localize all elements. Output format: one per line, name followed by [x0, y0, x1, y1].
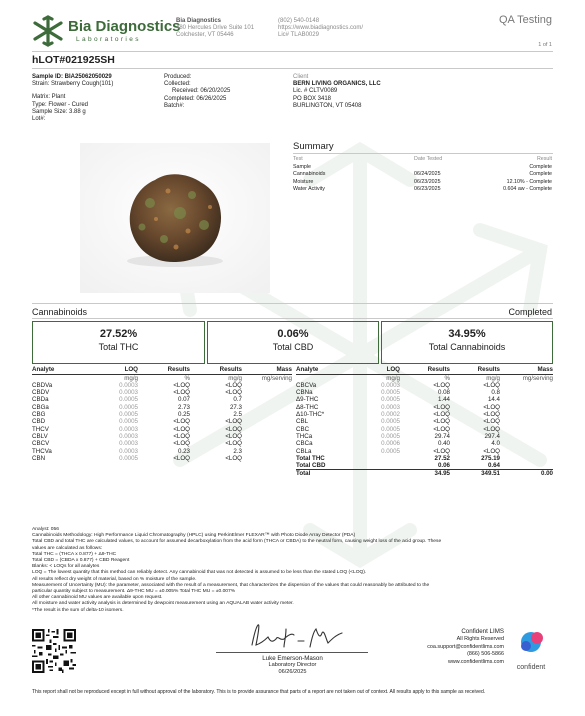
result-percent: <LOQ: [433, 425, 450, 433]
sample-matrix: Matrix: Plant: [32, 94, 66, 101]
loq: mg/g: [124, 374, 138, 382]
result-mg-g: 349.51: [450, 470, 500, 478]
summary-header-result: Result: [536, 156, 552, 162]
total-cbd-label: Total CBD: [272, 342, 314, 352]
analyte: THCV: [32, 425, 49, 433]
analyte: THCVa: [32, 447, 52, 455]
loq: 0.0003: [119, 381, 138, 389]
analyte: CBG: [32, 411, 46, 419]
table-row: [296, 440, 553, 447]
result-percent: %: [184, 374, 190, 382]
mass-serving: [500, 433, 553, 440]
mass-serving: [242, 440, 292, 447]
result-percent: <LOQ: [433, 403, 450, 411]
lab-address: [176, 18, 276, 40]
note-line: LOQ = The lowest quantity that this method can reliably detect. Any cannabinoid that was not detected is assumed to be less than the stated LOQ (<LOQ).: [32, 570, 367, 576]
analyte: Total THC: [296, 454, 325, 462]
result-mg-g: <LOQ: [225, 389, 242, 397]
result-percent: Results: [138, 366, 190, 374]
table-row: [32, 418, 292, 425]
result-percent: <LOQ: [173, 440, 190, 448]
lab-phone: (802) 540-0148: [278, 18, 320, 24]
result-mg-g: mg/g: [228, 374, 242, 382]
result-mg-g: <LOQ: [225, 432, 242, 440]
result-mg-g: <LOQ: [225, 418, 242, 426]
loq: 0.0005: [119, 403, 138, 411]
result-mg-g: 27.3: [229, 403, 242, 411]
result-mg-g: Results: [450, 366, 500, 374]
result-mg-g: 14.4: [487, 396, 500, 404]
loq: 0.0003: [119, 389, 138, 397]
result-mg-g: <LOQ: [483, 411, 500, 419]
result-percent: <LOQ: [433, 447, 450, 455]
loq: 0.0005: [381, 447, 400, 455]
loq: [346, 462, 400, 470]
lab-name: Bia Diagnostics: [176, 18, 222, 24]
total-cbd-value: 0.06%: [277, 328, 309, 340]
result-percent: %: [444, 374, 450, 382]
client-city: BURLINGTON, VT 05408: [293, 102, 362, 109]
lims-info: [380, 628, 504, 667]
mass-serving: mg/serving: [261, 374, 292, 382]
total-cannabinoids-label: Total Cannabinoids: [428, 342, 506, 352]
signature-line: [216, 652, 368, 653]
document-title: QA Testing: [499, 14, 552, 26]
batch-number: Batch#:: [164, 102, 185, 109]
table-row: [32, 396, 292, 403]
mass-serving: [500, 440, 553, 447]
analyte: [32, 374, 80, 382]
analyte: CBD: [32, 418, 46, 426]
logo-name: Bia Diagnostics: [68, 18, 181, 35]
table-row: [296, 418, 553, 425]
lims-rights: All Rights Reserved: [456, 635, 504, 642]
note-line: All other cannabinoid MU values are available upon request.: [32, 595, 163, 601]
analyte: [296, 374, 346, 382]
lims-name: Confident LIMS: [461, 628, 504, 635]
sample-id: Sample ID: BIA25062050029: [32, 74, 112, 80]
analyte: CBCa: [296, 440, 313, 448]
sample-strain: Strain: Strawberry Cough(101): [32, 81, 114, 88]
table-row: [32, 404, 292, 411]
analyte: CBLa: [296, 447, 312, 455]
summary-date: [414, 164, 476, 172]
result-mg-g: <LOQ: [483, 381, 500, 389]
table-header-row: [296, 366, 553, 374]
result-percent: <LOQ: [433, 381, 450, 389]
table-row: [32, 440, 292, 447]
loq: 0.0003: [119, 447, 138, 455]
loq: 0.0003: [381, 381, 400, 389]
result-percent: 0.23: [177, 447, 190, 455]
result-mg-g: 0.8: [491, 389, 500, 397]
note-line: values are calculated as follows:: [32, 545, 103, 551]
mass-serving: [242, 382, 292, 389]
mass-serving: [242, 448, 292, 455]
note-line: particular quantity subject to measurement. Δ9-THC MU = ±0.005% Total THC MU = ±0.007%: [32, 589, 236, 595]
mass-serving: [242, 411, 292, 418]
table-row: [32, 411, 292, 418]
analyte: Total CBD: [296, 462, 326, 470]
cannabinoids-top-divider: [32, 303, 553, 304]
analyte: CBNa: [296, 389, 313, 397]
mass-serving: [500, 389, 553, 396]
lab-street: 480 Hercules Drive Suite 101: [176, 25, 255, 32]
analyte: Δ8-THC: [296, 403, 319, 411]
loq: 0.0003: [119, 440, 138, 448]
loq: LOQ: [80, 366, 138, 374]
logo-subtitle: Laboratories: [76, 36, 141, 43]
total-thc-label: Total THC: [98, 342, 139, 352]
loq: mg/g: [386, 374, 400, 382]
loq: [346, 455, 400, 462]
cannabinoids-title: Cannabinoids: [32, 307, 88, 317]
analyte: CBN: [32, 454, 46, 462]
summary-result: Complete: [529, 163, 552, 170]
note-line: All moisture and water activity analysis is determined by dewpoint measurement using an AQUALAB water activity meter.: [32, 601, 294, 607]
table-row: [32, 426, 292, 433]
result-mg-g: <LOQ: [225, 381, 242, 389]
grand-total-row: [296, 470, 553, 478]
completed-date: Completed: 06/26/2025: [164, 95, 227, 102]
mass-serving: Mass: [500, 366, 553, 374]
result-mg-g: <LOQ: [225, 454, 242, 462]
loq: 0.0002: [381, 411, 400, 419]
result-percent: <LOQ: [173, 418, 190, 426]
loq: 0.0005: [119, 418, 138, 426]
mass-serving: 0.00: [500, 470, 553, 478]
loq: 0.0003: [119, 432, 138, 440]
result-mg-g: 275.19: [481, 454, 500, 462]
result-mg-g: 297.4: [484, 432, 500, 440]
director-signature-icon: [238, 621, 348, 651]
loq: LOQ: [346, 366, 400, 374]
cannabinoid-table-left: [32, 366, 292, 462]
summary-row: [293, 164, 552, 172]
total-cannabinoids-box: [381, 321, 553, 364]
lot-divider: [32, 68, 553, 69]
summary-date: 06/23/2025: [414, 178, 441, 185]
table-row: [32, 433, 292, 440]
mass-serving: [242, 426, 292, 433]
summary-row: [293, 171, 552, 179]
analyte: Δ9-THC: [296, 396, 319, 404]
sample-photo: [80, 143, 270, 293]
result-percent: 2.73: [177, 403, 190, 411]
summary-date: 06/24/2025: [414, 171, 441, 178]
summary-result: 0.604 aw - Complete: [503, 186, 552, 193]
analyte: CBDV: [32, 389, 50, 397]
loq: 0.0003: [119, 425, 138, 433]
result-mg-g: <LOQ: [483, 447, 500, 455]
header-divider: [32, 51, 553, 52]
loq: 0.0005: [381, 418, 400, 426]
table-header-row: [32, 366, 292, 374]
summary-result: 12.10% - Complete: [506, 178, 552, 185]
table-row: [296, 396, 553, 403]
collected-date: Collected:: [164, 81, 191, 88]
summary-header-test: Test: [293, 156, 303, 162]
analyte: Analyte: [296, 366, 346, 374]
mass-serving: [500, 382, 553, 389]
sample-info: [32, 74, 162, 123]
result-mg-g: <LOQ: [483, 403, 500, 411]
note-line: Total CBD and total THC are calculated values, to account for assumed decarboxylation from the acid form (THCA or CBDA) to the neutral form, causing weight loss of the acid group. These: [32, 539, 442, 545]
mass-serving: [500, 448, 553, 455]
table-unit-row: [32, 374, 292, 382]
summary-header-date: Date Tested: [414, 156, 443, 162]
lab-website: https://www.biadiagnostics.com/: [278, 25, 364, 32]
summary-divider: [293, 153, 553, 154]
loq: 0.0005: [119, 396, 138, 404]
analyte: Δ10-THC*: [296, 411, 325, 419]
loq: 0.0005: [119, 454, 138, 462]
result-mg-g: 0.7: [233, 396, 242, 404]
result-percent: 0.40: [437, 440, 450, 448]
signer-title: Laboratory Director: [268, 662, 317, 668]
lims-logo-text: confident: [516, 664, 546, 671]
result-mg-g: Results: [190, 366, 242, 374]
snowflake-logo-icon: [30, 14, 66, 48]
analyte: Analyte: [32, 366, 80, 374]
table-row: [296, 389, 553, 396]
mass-serving: [242, 455, 292, 462]
table-row: [296, 426, 553, 433]
analyte: CBCVa: [296, 381, 317, 389]
table-row: [32, 455, 292, 462]
lab-logo: [30, 14, 181, 54]
table-row: [32, 382, 292, 389]
summary-header-row: [293, 156, 552, 164]
note-line: *The result is the sum of delta-10 isomers.: [32, 607, 124, 613]
loq: 0.0005: [381, 432, 400, 440]
note-line: All results reflect dry weight of material, based on % moisture of the sample.: [32, 576, 197, 582]
result-mg-g: 2.3: [233, 447, 242, 455]
table-row: [32, 448, 292, 455]
produced-date: Produced:: [164, 74, 192, 80]
mass-serving: [500, 396, 553, 403]
total-thc-box: [32, 321, 205, 364]
client-label: Client: [293, 74, 309, 80]
loq: 0.0005: [381, 389, 400, 397]
loq: 0.0005: [381, 425, 400, 433]
client-info: [293, 74, 443, 110]
method-notes: [32, 527, 552, 614]
lims-email: coa.support@confidentlims.com: [427, 643, 504, 650]
received-date: Received: 06/20/2025: [172, 88, 231, 95]
note-line: Total THC = (THCA x 0.877) + Δ9-THC: [32, 551, 117, 557]
cannabinoids-status: Completed: [508, 307, 552, 317]
result-percent: 0.25: [177, 411, 190, 419]
qr-code-icon: [32, 629, 76, 673]
mass-serving: [500, 411, 553, 418]
analyte: CBL: [296, 418, 309, 426]
result-mg-g: <LOQ: [225, 425, 242, 433]
mass-serving: [500, 455, 553, 462]
mass-serving: [242, 389, 292, 396]
mass-serving: [242, 404, 292, 411]
result-percent: 0.06: [437, 462, 450, 470]
result-percent: 1.44: [437, 396, 450, 404]
lab-contact: [278, 18, 408, 40]
sample-lot: Lot#:: [32, 116, 46, 123]
mass-serving: Mass: [242, 366, 292, 374]
loq: 0.0006: [381, 440, 400, 448]
result-mg-g: <LOQ: [483, 418, 500, 426]
total-thc-value: 27.52%: [99, 328, 138, 340]
table-row: [296, 382, 553, 389]
sample-dates: [164, 74, 294, 110]
table-row: [296, 404, 553, 411]
table-row: [32, 389, 292, 396]
confident-logo-icon: [512, 630, 550, 658]
lot-number: hLOT#021925SH: [32, 54, 115, 66]
total-row: [296, 455, 553, 462]
signer-name: Luke Emerson-Mason: [262, 655, 323, 662]
result-mg-g: 4.0: [491, 440, 500, 448]
mass-serving: [500, 404, 553, 411]
analyte: CBDVa: [32, 381, 53, 389]
summary-test: Water Activity: [293, 186, 325, 193]
signatory: [200, 655, 385, 676]
result-percent: 0.08: [437, 389, 450, 397]
note-line: Measurement of Uncertainty (MU): the parameter, associated with the result of a measurement, that characterizes the dispersion of the values that could reasonably be attributed to the: [32, 582, 430, 588]
mass-serving: [500, 426, 553, 433]
analyte: CBDa: [32, 396, 49, 404]
note-line: Cannabinoids Methodology: High Performance Liquid Chromatography (HPLC) using PerkinElmer FLEXAR™ with Photo Diode Array Detector (PDA): [32, 533, 356, 539]
sample-type: Type: Flower - Cured: [32, 101, 89, 108]
result-percent: 0.07: [177, 396, 190, 404]
summary-date: 06/23/2025: [414, 186, 441, 193]
client-name: BERN LIVING ORGANICS, LLC: [293, 81, 381, 88]
note-line: Total CBD = (CBDA x 0.877) + CBD Reagent: [32, 558, 130, 564]
result-percent: 27.52: [434, 454, 450, 462]
result-percent: <LOQ: [433, 418, 450, 426]
result-mg-g: 2.5: [233, 411, 242, 419]
cannabinoids-divider: [32, 318, 553, 319]
mass-serving: [242, 418, 292, 425]
analyte: CBCV: [32, 440, 50, 448]
mass-serving: [500, 418, 553, 425]
result-mg-g: mg/g: [486, 374, 500, 382]
result-percent: 34.95: [400, 470, 450, 478]
result-mg-g: 0.64: [487, 462, 500, 470]
lab-license: Lic# TLAB0029: [278, 32, 319, 39]
client-license: Lic. # CLTV0089: [293, 88, 338, 95]
summary-row: [293, 186, 552, 194]
table-row: [296, 433, 553, 440]
analyte: CBLV: [32, 432, 48, 440]
table-row: [296, 448, 553, 455]
summary-row: [293, 179, 552, 187]
loq: 0.0005: [381, 396, 400, 404]
analyte: CBC: [296, 425, 310, 433]
loq: 0.0003: [381, 403, 400, 411]
lims-website: www.confidentlims.com: [447, 659, 504, 666]
loq: [346, 470, 400, 478]
summary-result: Complete: [529, 171, 552, 178]
lab-city: Colchester, VT 05446: [176, 32, 234, 39]
total-cannabinoids-value: 34.95%: [448, 328, 486, 340]
disclaimer: This report shall not be reproduced except in full without approval of the laboratory. This is to provide assurance that parts of a report are not taken out of context. All results apply to this sample as received.: [32, 689, 486, 695]
summary-test: Sample: [293, 163, 311, 170]
mass-serving: [242, 433, 292, 440]
result-percent: Results: [400, 366, 450, 374]
summary-test: Cannabinoids: [293, 171, 326, 178]
analyte: THCa: [296, 432, 313, 440]
summary-test: Moisture: [293, 178, 314, 185]
result-percent: <LOQ: [173, 389, 190, 397]
loq: 0.0005: [119, 411, 138, 419]
note-line: Blanks: < LOQs for all analytes: [32, 564, 100, 570]
result-percent: <LOQ: [173, 425, 190, 433]
result-percent: <LOQ: [173, 381, 190, 389]
lims-logo: [512, 630, 550, 670]
sample-size: Sample Size: 3.88 g: [32, 108, 86, 115]
cannabinoid-table-right: [296, 366, 553, 478]
mass-serving: [242, 396, 292, 403]
analyte: Total: [296, 470, 346, 478]
summary-table: [293, 156, 552, 194]
result-percent: <LOQ: [433, 411, 450, 419]
result-percent: <LOQ: [173, 432, 190, 440]
sign-date: 06/26/2025: [278, 669, 307, 675]
result-mg-g: <LOQ: [483, 425, 500, 433]
result-percent: 29.74: [434, 432, 450, 440]
lims-phone: (866) 506-5866: [467, 651, 504, 658]
table-unit-row: [296, 374, 553, 382]
note-line: Analyst: 056: [32, 527, 59, 532]
mass-serving: [500, 462, 553, 470]
result-mg-g: <LOQ: [225, 440, 242, 448]
mass-serving: mg/serving: [522, 374, 553, 382]
summary-title: Summary: [293, 141, 334, 152]
total-row: [296, 462, 553, 470]
total-cbd-box: [207, 321, 379, 364]
analyte: CBGa: [32, 403, 49, 411]
client-po-box: PO BOX 3418: [293, 95, 332, 102]
result-percent: <LOQ: [173, 454, 190, 462]
page-number: 1 of 1: [538, 42, 552, 48]
table-row: [296, 411, 553, 418]
